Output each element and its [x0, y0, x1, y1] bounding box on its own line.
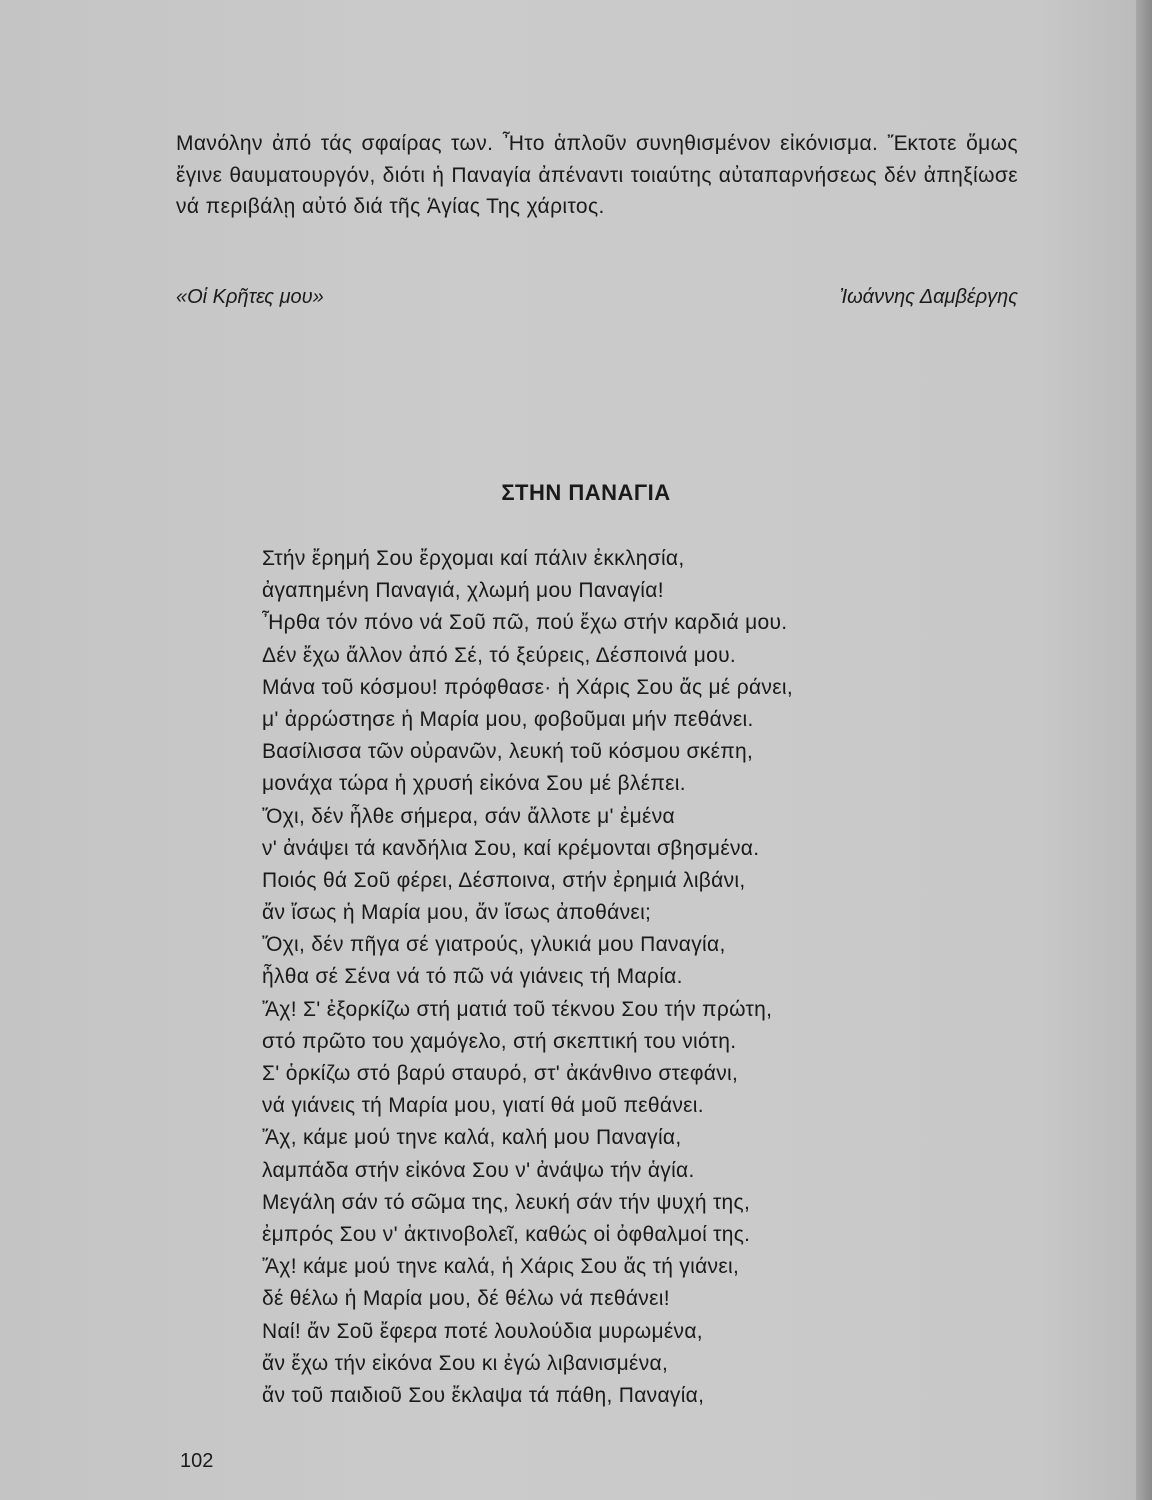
poem-line: Στήν ἔρημή Σου ἔρχομαι καί πάλιν ἐκκλησία,	[262, 547, 685, 570]
source-attribution	[176, 286, 1018, 309]
poem-line: ν' ἀνάψει τά κανδήλια Σου, καί κρέμονται σβησμένα.	[262, 836, 760, 860]
poem-line: λαμπάδα στήν εἰκόνα Σου ν' ἀνάψω τήν ἁγία.	[262, 1158, 695, 1182]
page-edge-shadow	[1136, 0, 1152, 1500]
poem-line: Ποιός θά Σοῦ φέρει, Δέσποινα, στήν ἐρημιά λιβάνι,	[262, 868, 746, 892]
poem-line: Μάνα τοῦ κόσμου! πρόφθασε· ἡ Χάρις Σου ἄς μέ ράνει,	[262, 675, 793, 699]
prose-text: Μανόλην ἀπό τάς σφαίρας των. Ἦτο ἁπλοῦν συνηθισμένον εἰκόνισμα. Ἔκτοτε ὅμως ἔγινε θαυματουργόν, διότι ἡ Παναγία ἀπέναντι τοιαύτης αὐταπαρνήσεως δέν ἀπηξίωσε νά περιβάλῃ αὐτό διά τῆς Ἁγίας Της χάριτος.	[176, 132, 1018, 218]
poem-line: Ἄχ! κάμε μού τηνε καλά, ἡ Χάρις Σου ἄς τή γιάνει,	[262, 1255, 740, 1279]
prose-paragraph	[176, 128, 1018, 223]
poem-line: ἄν ἔχω τήν εἰκόνα Σου κι ἐγώ λιβανισμένα,	[262, 1351, 669, 1375]
poem-line: Ἦρθα τόν πόνο νά Σοῦ πῶ, πού ἔχω στήν καρδιά μου.	[262, 611, 788, 635]
poem-line: δέ θέλω ἡ Μαρία μου, δέ θέλω νά πεθάνει!	[262, 1287, 670, 1311]
poem-title: ΣΤΗΝ ΠΑΝΑΓΙΑ	[501, 480, 671, 505]
poem-line: Ὄχι, δέν ἦλθε σήμερα, σάν ἄλλοτε μ' ἐμένα	[262, 804, 675, 828]
poem-line: ἀγαπημένη Παναγιά, χλωμή μου Παναγία!	[262, 579, 664, 603]
poem-line: Μεγάλη σάν τό σῶμα της, λευκή σάν τήν ψυχή της,	[262, 1190, 751, 1214]
poem-body	[262, 543, 1022, 1412]
poem-line: ἦλθα σέ Σένα νά τό πῶ νά γιάνεις τή Μαρία.	[262, 965, 683, 989]
source-book-title: «Οἱ Κρῆτες μου»	[176, 286, 324, 308]
poem-line: μονάχα τώρα ἡ χρυσή εἰκόνα Σου μέ βλέπει.	[262, 772, 686, 796]
poem-line: Ἄχ! Σ' ἐξορκίζω στή ματιά τοῦ τέκνου Σου τήν πρώτη,	[262, 997, 773, 1021]
poem-line: Δέν ἔχω ἄλλον ἀπό Σέ, τό ξεύρεις, Δέσποινά μου.	[262, 643, 736, 667]
poem-line: ἄν τοῦ παιδιοῦ Σου ἔκλαψα τά πάθη, Παναγία,	[262, 1383, 705, 1407]
poem-line: νά γιάνεις τή Μαρία μου, γιατί θά μοῦ πεθάνει.	[262, 1094, 704, 1118]
poem-line: Βασίλισσα τῶν οὐρανῶν, λευκή τοῦ κόσμου σκέπη,	[262, 740, 754, 764]
poem-line: ἄν ἴσως ἡ Μαρία μου, ἄν ἴσως ἀποθάνει;	[262, 901, 652, 925]
page-number: 102	[180, 1450, 214, 1472]
poem-line: Ἄχ, κάμε μού τηνε καλά, καλή μου Παναγία,	[262, 1126, 682, 1150]
poem-line: ἐμπρός Σου ν' ἀκτινοβολεῖ, καθώς οἱ ὀφθαλμοί της.	[262, 1222, 751, 1246]
poem-line: Ναί! ἄν Σοῦ ἔφερα ποτέ λουλούδια μυρωμένα,	[262, 1319, 703, 1343]
poem-line: Ὄχι, δέν πῆγα σέ γιατρούς, γλυκιά μου Παναγία,	[262, 933, 726, 957]
poem-line: Σ' ὁρκίζω στό βαρύ σταυρό, στ' ἀκάνθινο στεφάνι,	[262, 1062, 739, 1085]
poem-line: στό πρῶτο του χαμόγελο, στή σκεπτική του νιότη.	[262, 1029, 737, 1053]
source-author: Ἰωάννης Δαμβέργης	[839, 286, 1018, 308]
poem-line: μ' ἀρρώστησε ἡ Μαρία μου, φοβοῦμαι μήν πεθάνει.	[262, 707, 754, 731]
